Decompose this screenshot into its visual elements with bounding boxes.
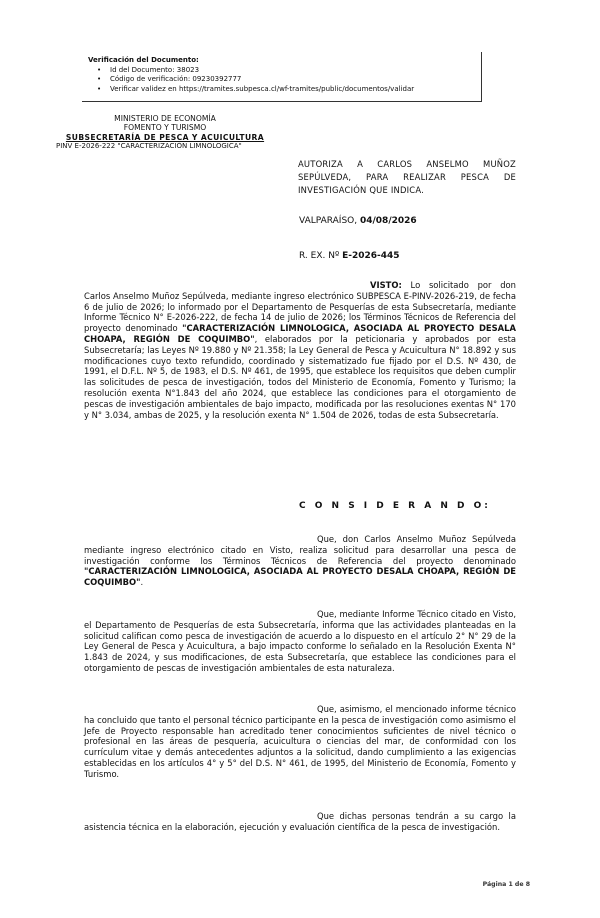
- considerando-paragraph-2: Que, mediante Informe Técnico citado en Visto, el Departamento de Pesquerías de esta Subsecretaría, informa que las actividades planteadas en la solicitud califican como pesca de investigación de acuerdo a lo dispuesto en el artículo 2° N° 29 de la Ley General de Pesca y Acuicultura, a bajo impacto conforme lo señalado en la Resolución Exenta N° 1.843 de 2024, y sus modificaciones, de esta Subsecretaría, que establece las condiciones para el otorgamiento de pescas de investigación ambientales de esta naturaleza.: [84, 609, 516, 673]
- verification-title: Verificación del Documento:: [88, 56, 199, 64]
- considerando-title: C O N S I D E R A N D O:: [299, 501, 491, 511]
- project-name: "CARACTERIZACIÓN LIMNOLOGICA, ASOCIADA AL PROYECTO DESALA CHOAPA, REGIÓN DE COQUIMBO": [84, 566, 516, 588]
- considerando-paragraph-1: Que, don Carlos Anselmo Muñoz Sepúlveda mediante ingreso electrónico citado en Visto, realiza solicitud para desarrollar una pesca de investigación conforme los Términos Técnicos de Referencia del proyecto denominado "CARACTERIZACIÓN LIMNOLOGICA, ASOCIADA AL PROYECTO DESALA CHOAPA, REGIÓN DE COQUIMBO".: [84, 534, 516, 588]
- visto-label: VISTO:: [370, 280, 402, 290]
- considerando-paragraph-4: Que dichas personas tendrán a su cargo la asistencia técnica en la elaboración, ejecución y evaluación científica de la pesca de investigación.: [84, 811, 516, 832]
- verification-item-code: • Código de verificación: 09230392777: [97, 75, 242, 84]
- bullet-icon: •: [97, 65, 102, 74]
- resolution-date: 04/08/2026: [359, 216, 417, 226]
- bullet-icon: •: [97, 84, 102, 93]
- visto-paragraph: VISTO: Lo solicitado por don Carlos Anselmo Muñoz Sepúlveda, mediante ingreso electrónico SUBPESCA E-PINV-2026-219, de fecha 6 de julio de 2026; lo informado por el Departamento de Pesquerías de esta Subsecretaría, mediante Informe Técnico N° E-2026-222, de fecha 14 de julio de 2026; los Términos Técnicos de Referencia del proyecto denominado "CARACTERIZACIÓN LIMNOLOGICA, ASOCIADA AL PROYECTO DESALA CHOAPA, REGIÓN DE COQUIMBO", elaborados por la peticionaria y aprobados por esta Subsecretaría; las Leyes Nº 19.880 y Nº 21.358; la Ley General de Pesca y Acuicultura N° 18.892 y sus modificaciones cuyo texto refundido, coordinado y sistematizado fue fijado por el D.S. Nº 430, de 1991, el D.F.L. Nº 5, de 1983, el D.S. Nº 461, de 1995, que establece los requisitos que deben cumplir las solicitudes de pesca de investigación, todos del Ministerio de Economía, Fomento y Turismo; la resolución exenta N°1.843 del año 2024, que establece las condiciones para el otorgamiento de pescas de investigación ambientales de bajo impacto, modificada por las resoluciones exentas N° 170 y N° 3.034, ambas de 2025, y la resolución exenta N° 1.504 de 2026, todas de esta Subsecretaría.: [84, 280, 516, 420]
- reference-code: PINV E-2026-222 "CARACTERIZACIÓN LIMNOLOGICA": [56, 142, 242, 151]
- project-name: "CARACTERIZACIÓN LIMNOLOGICA, ASOCIADA AL PROYECTO DESALA CHOAPA, REGIÓN DE COQUIMBO": [84, 323, 516, 344]
- verification-item-id: • Id del Documento: 38023: [97, 65, 200, 74]
- ministry-header: [50, 114, 280, 152]
- verification-box: [82, 52, 482, 102]
- subsecretaria-name: SUBSECRETARÍA DE PESCA Y ACUICULTURA: [65, 132, 265, 142]
- resolution-number: R. EX. Nº E-2026-445: [299, 251, 400, 261]
- place-date: VALPARAÍSO, 04/08/2026: [299, 216, 417, 226]
- ministry-name: MINISTERIO DE ECONOMÍA: [114, 114, 216, 123]
- bullet-icon: •: [97, 75, 102, 84]
- considerando-paragraph-3: Que, asimismo, el mencionado informe técnico ha concluido que tanto el personal técnico participante en la pesca de investigación como asimismo el Jefe de Proyecto responsable han acreditado tener conocimientos suficientes de nivel técnico o profesional en las áreas de pesquería, acuicultura o ciencias del mar, de conformidad con los currículum vitae y demás antecedentes adjuntos a la solicitud, dando cumplimiento a las exigencias establecidas en los artículos 4° y 5° del D.S. N° 461, de 1995, del Ministerio de Economía, Fomento y Turismo.: [84, 704, 516, 779]
- verification-item-url[interactable]: • Verificar validez en https://tramites.subpesca.cl/wf-tramites/public/documentos/validar: [97, 84, 415, 93]
- page-number: Página 1 de 8: [482, 881, 530, 888]
- resolution-summary: AUTORIZA A CARLOS ANSELMO MUÑOZ SEPÚLVEDA, PARA REALIZAR PESCA DE INVESTIGACIÓN QUE INDICA.: [298, 159, 516, 195]
- ministry-subtitle: FOMENTO Y TURISMO: [123, 123, 207, 133]
